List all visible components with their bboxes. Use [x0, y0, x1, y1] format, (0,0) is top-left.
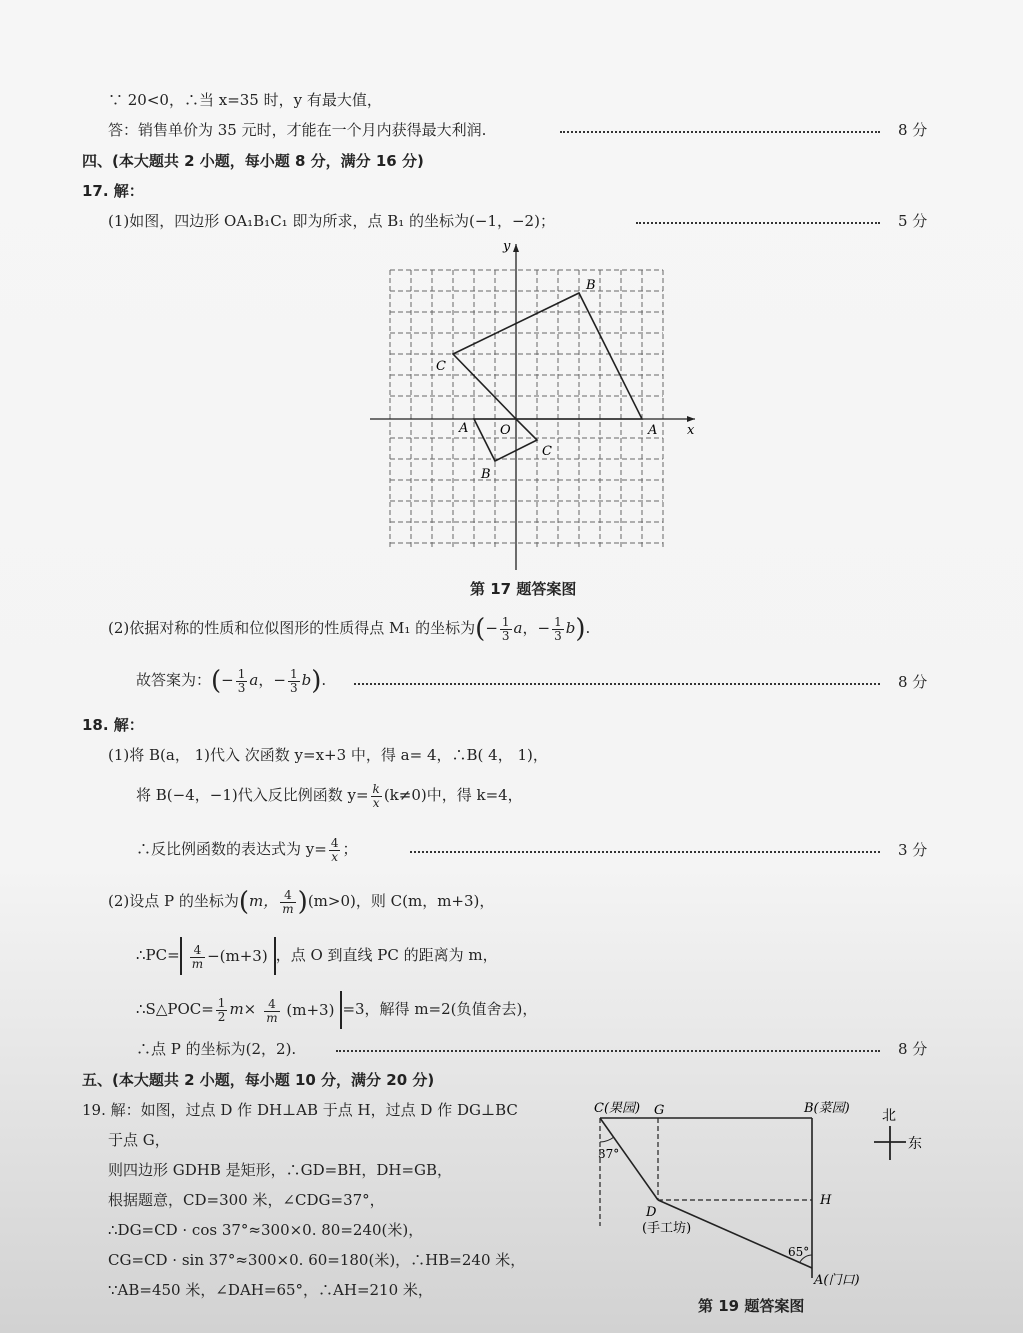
label-O: O [500, 423, 511, 438]
label-G: G [654, 1103, 665, 1118]
score: 5 分 [898, 212, 928, 230]
q19-line-6: CG=CD · sin 37°≈300×0. 60=180(米)，∴HB=240 米， [108, 1251, 526, 1269]
label-A: A(门口) [814, 1273, 860, 1288]
score: 8 分 [898, 1040, 928, 1058]
label-A: A [648, 423, 658, 438]
dotted-leader [336, 1050, 880, 1052]
section-4-header: 四、(本大题共 2 小题，每小题 8 分，满分 16 分) [82, 152, 424, 170]
score: 3 分 [898, 841, 928, 859]
q17-part2-text: (2)依据对称的性质和位似图形的性质得点 M₁ 的坐标为 [108, 619, 476, 637]
dotted-leader [560, 131, 880, 133]
q18-label: 18. 解： [82, 716, 144, 734]
q19-line-3: 则四边形 GDHB 是矩形，∴GD=BH，DH=GB， [108, 1161, 453, 1179]
q18-line-6: ∴S△POC= $\frac{1}{2}$ m× $\frac{4}{m}$ (m+3) =3，解得 m=2(负值舍去)， [136, 990, 537, 1029]
q18-line-1: (1)将 B(a， 1)代入 次函数 y=x+3 中，得 a= 4，∴B( 4， 1)， [108, 746, 548, 764]
label-B1: B [481, 467, 491, 482]
score: 8 分 [898, 121, 928, 139]
q17-grid-figure [360, 232, 705, 577]
dotted-leader [410, 851, 880, 853]
section-5-header: 五、(本大题共 2 小题，每小题 10 分，满分 20 分) [82, 1071, 435, 1089]
q19-figure [588, 1098, 938, 1298]
q17-part1: (1)如图，四边形 OA₁B₁C₁ 即为所求，点 B₁ 的坐标为(−1，−2)； [108, 212, 555, 230]
score: 8 分 [898, 673, 928, 691]
q18-line-7: ∴点 P 的坐标为(2，2). [136, 1040, 297, 1058]
q18-line-5: ∴PC= $\frac{4}{m}$ −(m+3) ，点 O 到直线 PC 的距离为 m， [136, 936, 498, 975]
angle-65: 65° [788, 1245, 810, 1259]
q19-line-7: ∵AB=450 米，∠DAH=65°，∴AH=210 米， [108, 1281, 433, 1299]
top-line-2: 答：销售单价为 35 元时，才能在一个月内获得最大利润. [108, 121, 487, 139]
label-C: C(果园) [594, 1101, 641, 1116]
q17-answer: 故答案为：(− $\frac{1}{3}$ a，− $\frac{1}{3}$ b). [136, 666, 327, 696]
q19-figure-caption: 第 19 题答案图 [698, 1297, 805, 1315]
grid [390, 270, 663, 550]
label-B: B(菜园) [804, 1101, 850, 1116]
q19-line-2: 于点 G， [108, 1131, 170, 1149]
label-C: C [436, 359, 446, 374]
q18-line-2: 将 B(−4，−1)代入反比例函数 y= $\frac{k}{x}$ (k≠0)中，得 k=4， [136, 781, 523, 810]
label-A1: A [459, 421, 469, 436]
q19-line-4: 根据题意，CD=300 米，∠CDG=37°， [108, 1191, 385, 1209]
q17-part2: (2)依据对称的性质和位似图形的性质得点 M₁ 的坐标为(− $\frac{1}{3}$ a，− $\frac{1}{3}$ b). [108, 614, 591, 644]
dotted-leader [636, 222, 880, 224]
label-D: D [646, 1205, 657, 1220]
q18-line-3: ∴反比例函数的表达式为 y= $\frac{4}{x}$ ； [136, 835, 358, 864]
q19-line-5: ∴DG=CD · cos 37°≈300×0. 80=240(米)， [108, 1221, 424, 1239]
angle-37: 37° [598, 1147, 620, 1161]
label-east: 东 [908, 1136, 922, 1152]
label-y: y [503, 239, 511, 254]
dotted-leader [354, 683, 880, 685]
q18-line-4: (2)设点 P 的坐标为(m， $\frac{4}{m}$ )(m>0)，则 C(m，m+3)， [108, 887, 495, 917]
label-north: 北 [882, 1108, 896, 1124]
q17-label: 17. 解： [82, 182, 144, 200]
top-line-1: ∵ 20<0，∴当 x=35 时，y 有最大值， [108, 91, 382, 109]
label-B: B [586, 278, 596, 293]
label-H: H [820, 1193, 832, 1208]
q17-figure-caption: 第 17 题答案图 [470, 580, 577, 598]
label-D-sub: (手工坊) [642, 1221, 692, 1236]
label-x: x [687, 423, 695, 438]
label-C1: C [542, 444, 552, 459]
q19-line-1: 19. 解：如图，过点 D 作 DH⊥AB 于点 H，过点 D 作 DG⊥BC [82, 1101, 518, 1119]
